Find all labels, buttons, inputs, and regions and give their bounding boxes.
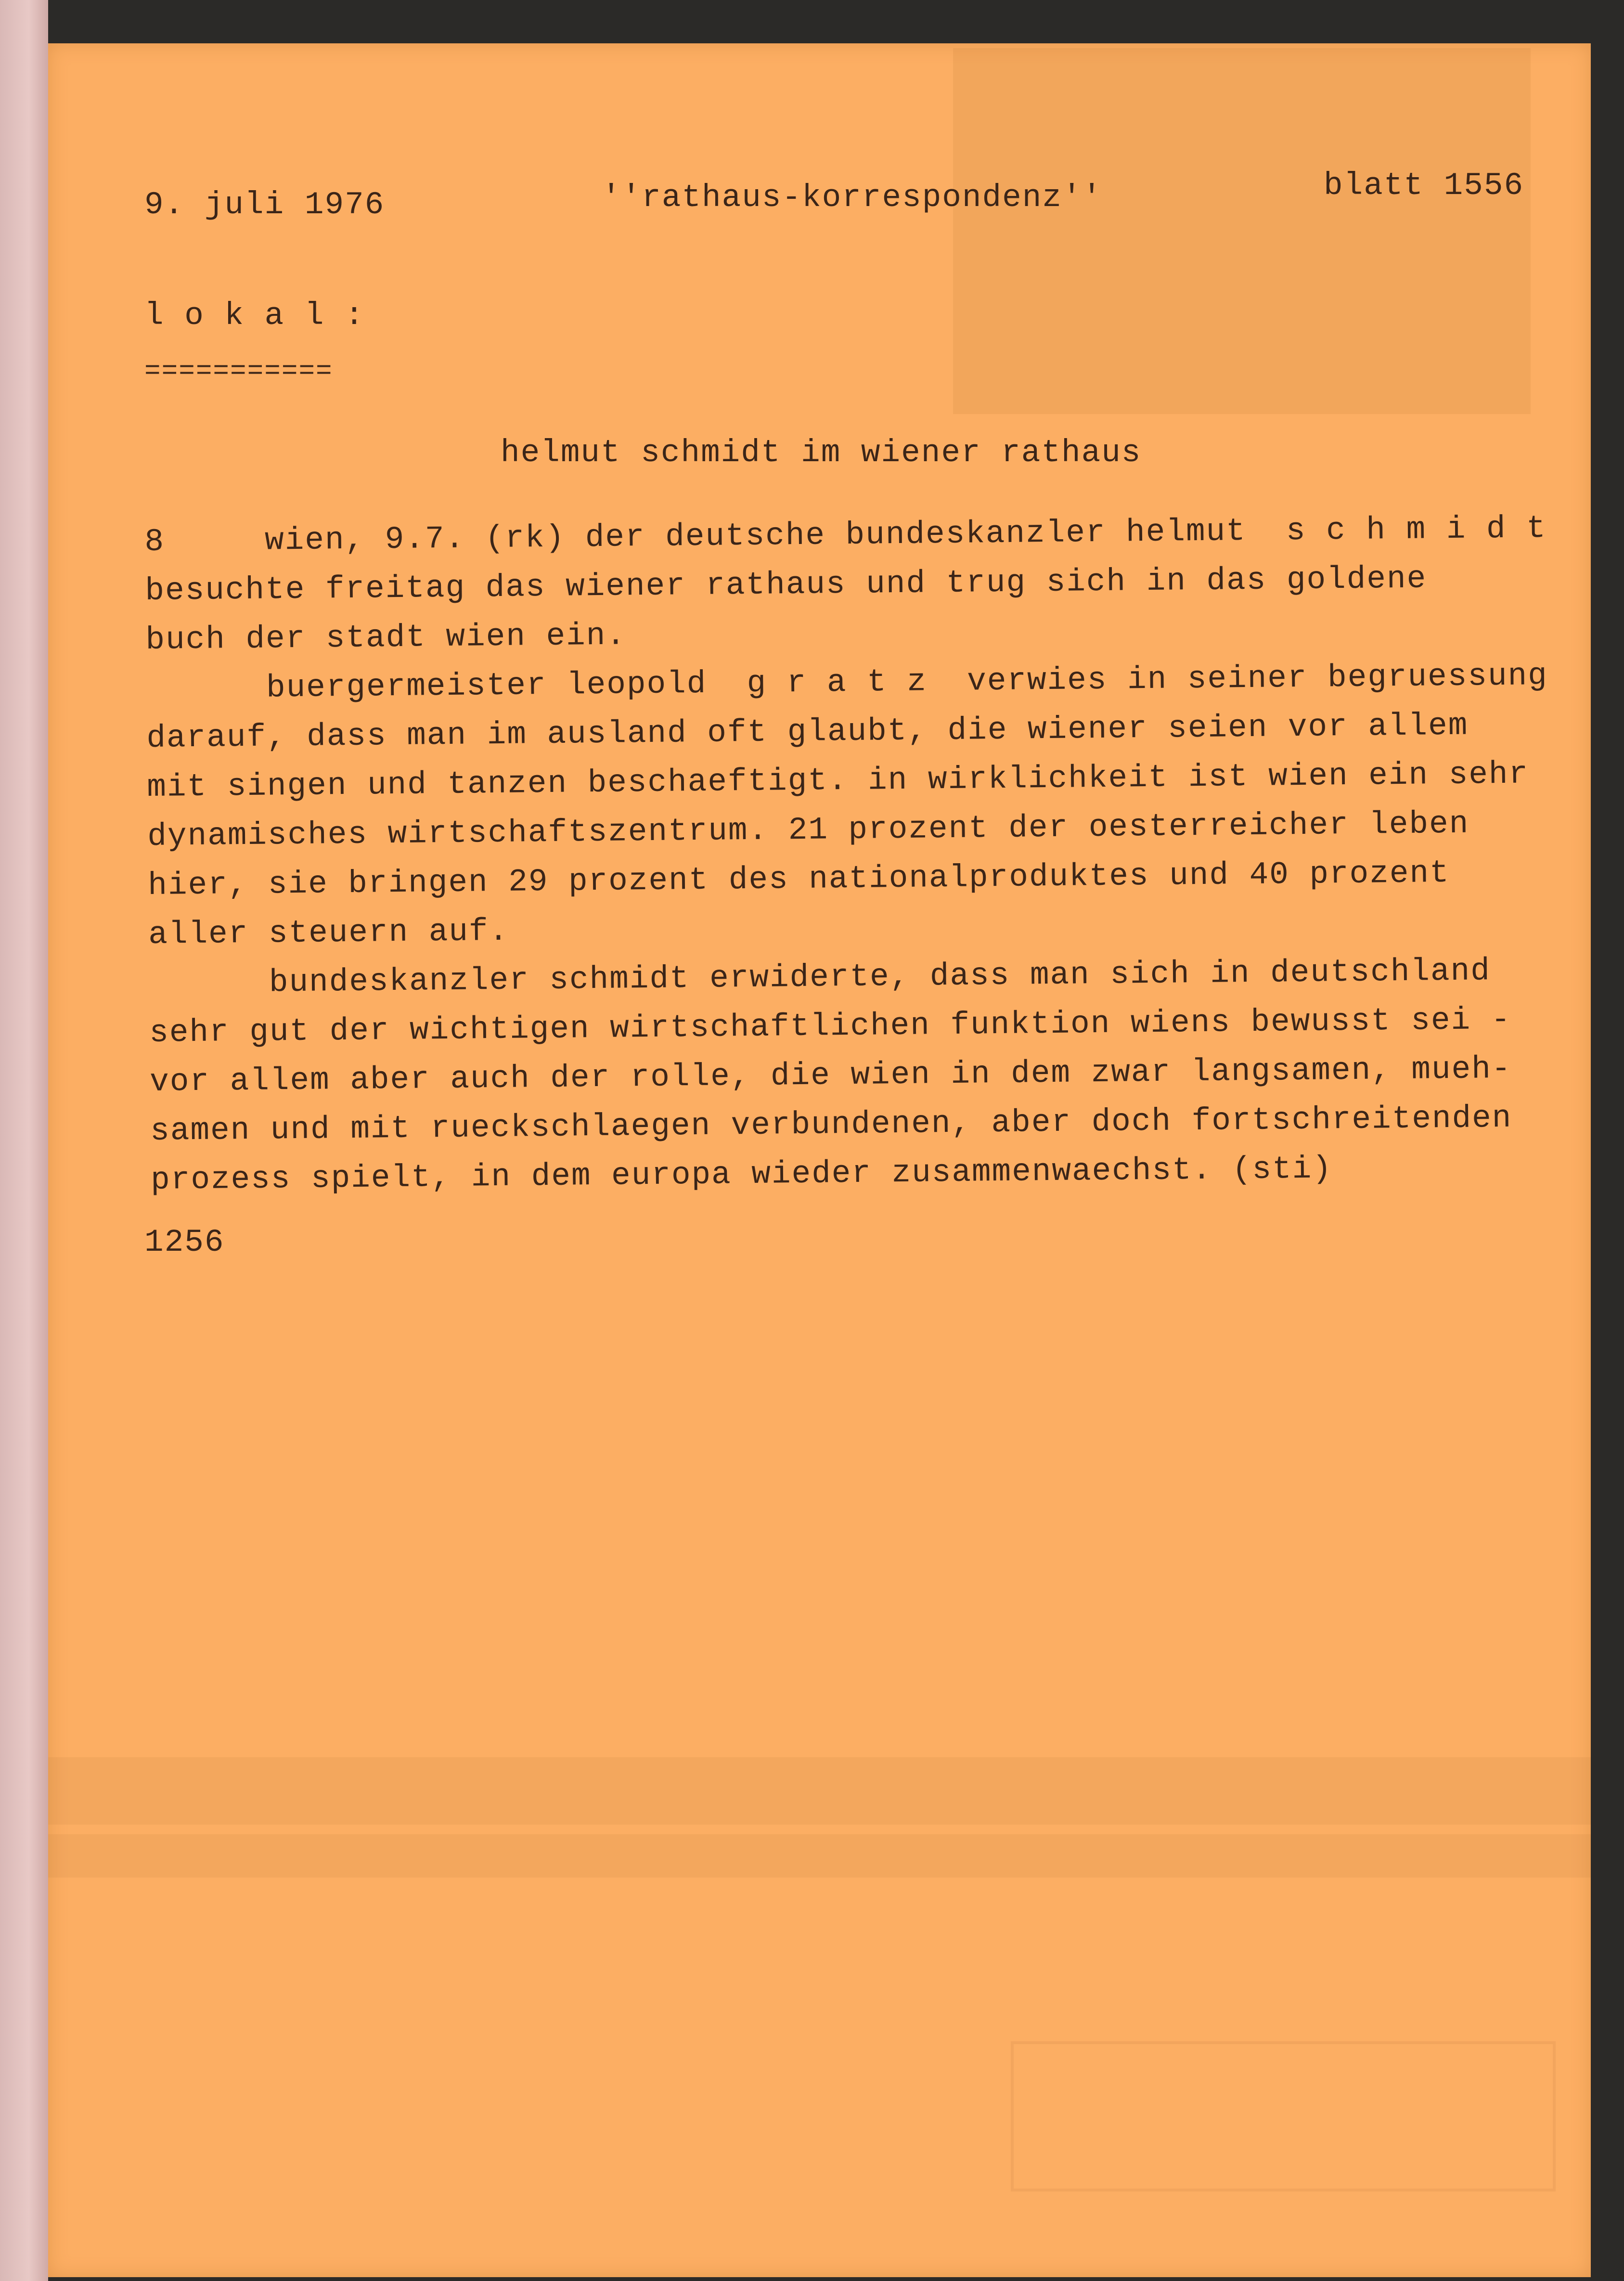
footer-number: 1256 bbox=[144, 1224, 225, 1260]
bleed-through-logo bbox=[953, 48, 1531, 414]
body-line: bundeskanzler schmidt erwiderte, dass man sich in deutschland bbox=[148, 953, 1491, 1002]
bleed-through-band bbox=[48, 1834, 1591, 1878]
header-date: 9. juli 1976 bbox=[144, 187, 385, 223]
article-title: helmut schmidt im wiener rathaus bbox=[501, 435, 1142, 471]
bleed-through-box bbox=[1011, 2041, 1556, 2191]
body-line: prozess spielt, in dem europa wieder zusammenwaechst. (sti) bbox=[150, 1151, 1333, 1198]
section-underline: =========== bbox=[144, 356, 333, 387]
body-line: samen und mit rueckschlaegen verbundenen, aber doch fortschreitenden bbox=[150, 1100, 1512, 1149]
body-line: besuchte freitag das wiener rathaus und trug sich in das goldene bbox=[145, 560, 1427, 609]
body-line: sehr gut der wichtigen wirtschaftlichen funktion wiens bewusst sei - bbox=[149, 1001, 1511, 1051]
body-line: darauf, dass man im ausland oft glaubt, die wiener seien vor allem bbox=[146, 707, 1469, 756]
binding-edge bbox=[0, 0, 48, 2281]
body-line: aller steuern auf. bbox=[148, 913, 509, 953]
body-line: buch der stadt wien ein. bbox=[145, 617, 627, 658]
body-line: hier, sie bringen 29 prozent des nationalproduktes und 40 prozent bbox=[147, 855, 1450, 904]
body-line: buergermeister leopold g r a t z verwies in seiner begruessung bbox=[146, 658, 1548, 707]
document-page bbox=[48, 43, 1591, 2277]
bleed-through-band bbox=[48, 1757, 1591, 1825]
header-sheet-number: blatt 1556 bbox=[1324, 168, 1524, 204]
body-line: vor allem aber auch der rolle, die wien in dem zwar langsamen, mueh- bbox=[149, 1050, 1512, 1100]
header-publication: ''rathaus-korrespondenz'' bbox=[602, 180, 1103, 216]
article-body bbox=[144, 504, 1553, 1205]
section-label: l o k a l : bbox=[144, 298, 365, 334]
body-line: mit singen und tanzen beschaeftigt. in wirklichkeit ist wien ein sehr bbox=[147, 756, 1529, 805]
body-line: dynamisches wirtschaftszentrum. 21 prozent der oesterreicher leben bbox=[147, 805, 1469, 855]
body-line: 8 wien, 9.7. (rk) der deutsche bundeskanzler helmut s c h m i d t bbox=[144, 510, 1547, 560]
